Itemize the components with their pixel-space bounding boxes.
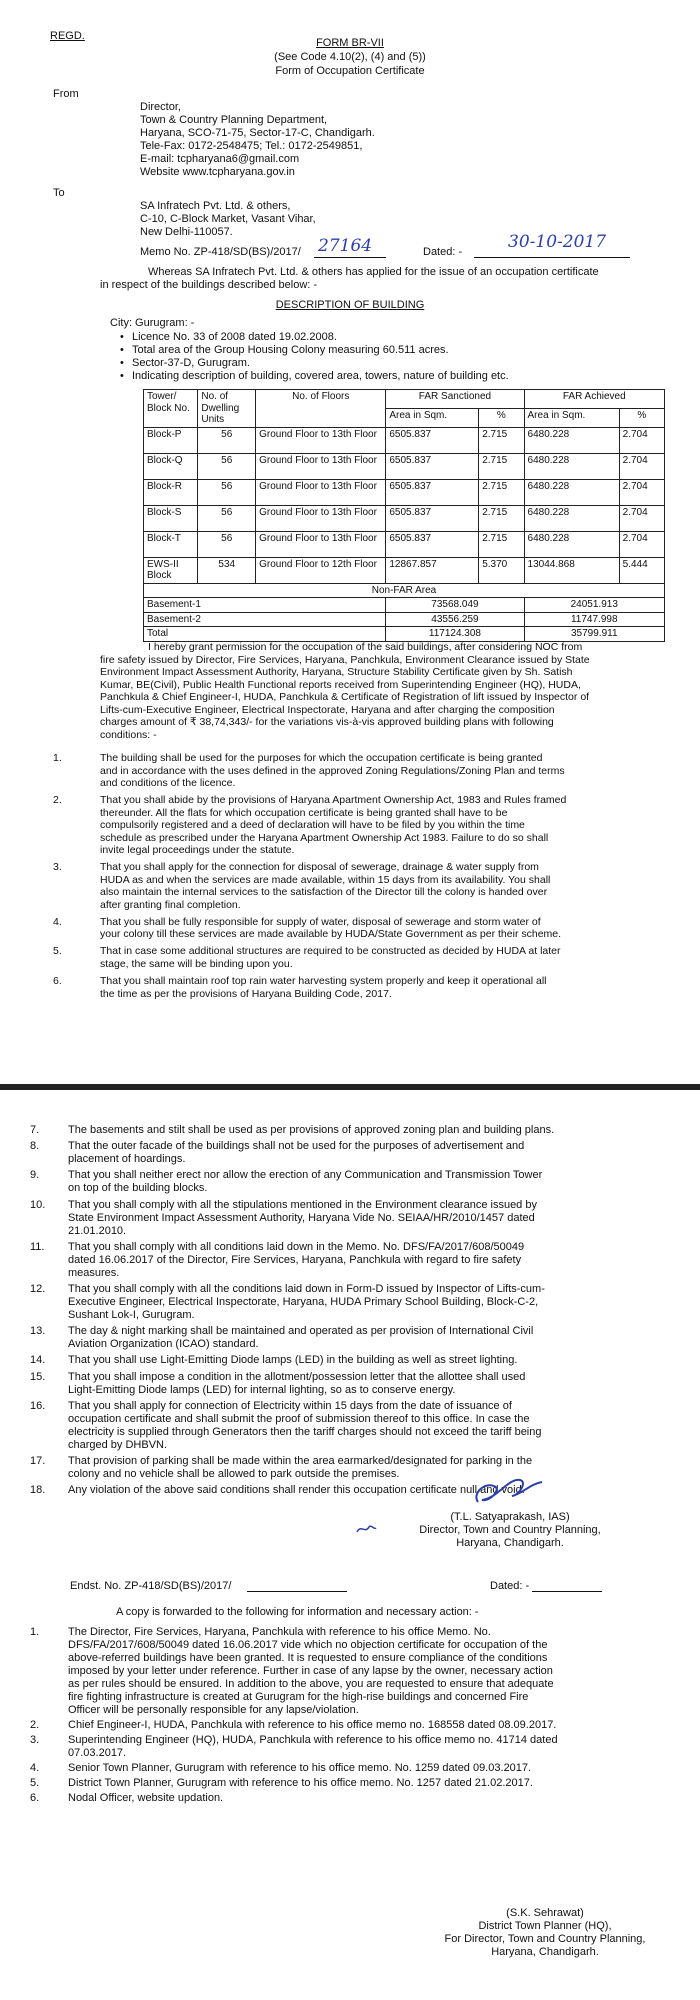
grant-line: fire safety issued by Director, Fire Services, Haryana, Panchkula, Environment Clearance issued by State — [100, 653, 590, 666]
copy-item-text — [68, 1734, 668, 1760]
cell-units: 56 — [198, 505, 256, 531]
signatory-block — [330, 1511, 690, 1550]
condition-item-line: also maintain the internal services to the satisfaction of the Director till the colony is handed over — [100, 886, 548, 899]
condition-item-line: That you shall maintain roof top rain water harvesting system properly and keep it operational all — [100, 975, 547, 987]
signatory-place: Haryana, Chandigarh. — [456, 1537, 564, 1549]
endst-prefix: Endst. No. ZP-418/SD(BS)/2017/ — [70, 1580, 232, 1592]
condition-item-text — [68, 1484, 668, 1497]
condition-item-line: HUDA as and when the services are made available, within 15 days from its availability. You shall — [100, 873, 551, 886]
cell-floors: Ground Floor to 13th Floor — [256, 531, 386, 557]
condition-item-number: 7. — [30, 1124, 40, 1136]
cell-area-achieved: 13044.868 — [524, 557, 619, 583]
condition-item-line: Light-Emitting Diode lamps (LED) for internal lighting, so as to conserve energy. — [68, 1383, 456, 1396]
cell-floors: Ground Floor to 12th Floor — [256, 557, 386, 583]
copy-item-line: Chief Engineer-I, HUDA, Panchkula with reference to his office memo no. 168558 dated 08.09.2017. — [68, 1719, 557, 1731]
condition-item-line: compulsorily registered and a deed of declaration will have to be filed by you within the time — [100, 819, 525, 832]
cell-area-achieved: 6480.228 — [524, 427, 619, 453]
cell-area-sanctioned: 6505.837 — [386, 427, 479, 453]
table-row — [144, 427, 665, 453]
copy-item-line: Superintending Engineer (HQ), HUDA, Panchkula with reference to his office memo no. 41714 dated — [68, 1734, 558, 1746]
cell-block: Block-S — [144, 505, 198, 531]
whereas-line-1: Whereas SA Infratech Pvt. Ltd. & others has applied for the issue of an occupation certificate — [148, 266, 599, 278]
cell-units: 534 — [198, 557, 256, 583]
condition-item-text — [68, 1124, 668, 1137]
header-units: No. of Dwelling Units — [198, 390, 256, 428]
condition-item-number: 18. — [30, 1484, 46, 1497]
cell-area-sanctioned: 6505.837 — [386, 531, 479, 557]
copy-item-text — [68, 1719, 668, 1732]
cell-block: Block-Q — [144, 453, 198, 479]
condition-item-text — [100, 916, 665, 941]
condition-item-line: and in accordance with the uses defined in the approved Zoning Regulations/Zoning Plan and terms — [100, 764, 565, 777]
signatory2-title: District Town Planner (HQ), — [478, 1920, 612, 1932]
from-line: Website www.tcpharyana.gov.in — [140, 166, 295, 178]
condition-item-text — [68, 1400, 668, 1452]
cell-pct-sanctioned: 2.715 — [479, 427, 524, 453]
table-row — [144, 531, 665, 557]
copy-item-number: 6. — [30, 1792, 40, 1804]
cell-floors: Ground Floor to 13th Floor — [256, 505, 386, 531]
condition-item-text — [68, 1199, 668, 1238]
condition-item-number: 11. — [30, 1240, 45, 1253]
grant-line: Kumar, BE(Civil), Public Health Functional reports received from Superintending Engineer (HQ), HUDA, — [100, 678, 581, 691]
cell-units: 56 — [198, 453, 256, 479]
copy-item-line: Officer will be personally responsible for any lapse/violation. — [68, 1704, 359, 1716]
cell-floors: Ground Floor to 13th Floor — [256, 427, 386, 453]
cell-non-far-achieved: 24051.913 — [524, 598, 664, 613]
cell-units: 56 — [198, 479, 256, 505]
condition-item-line: Sushant Lok-I, Gurugram. — [68, 1309, 195, 1321]
copy-item-line: District Town Planner, Gurugram with reference to his office memo. No. 1257 dated 21.02.2017. — [68, 1777, 533, 1789]
condition-item-line: colony and no vehicle shall be allowed to park outside the premises. — [68, 1468, 400, 1480]
grant-paragraph — [100, 641, 665, 741]
non-far-row — [144, 627, 665, 642]
condition-item-line: occupation certificate and shall submit the proof of submission thereof to this office. In case the — [68, 1412, 530, 1425]
condition-item-line: That you shall comply with all conditions laid down in the Memo. No. DFS/FA/2017/608/50049 — [68, 1240, 525, 1253]
non-far-row — [144, 598, 665, 613]
from-line: E-mail: tcpharyana6@gmail.com — [140, 153, 300, 165]
cell-non-far-label: Basement-1 — [144, 598, 386, 613]
cell-non-far-achieved: 35799.911 — [524, 627, 664, 642]
cell-area-achieved: 6480.228 — [524, 479, 619, 505]
condition-item-number: 8. — [30, 1140, 40, 1153]
cell-block: EWS-II Block — [144, 557, 198, 583]
to-line: New Delhi-110057. — [140, 226, 233, 238]
header-tower: Tower/ Block No. — [144, 390, 198, 428]
cell-non-far-sanctioned: 73568.049 — [386, 598, 524, 613]
condition-item-line: The building shall be used for the purposes for which the occupation certificate is being granted — [100, 752, 543, 764]
cell-area-achieved: 6480.228 — [524, 531, 619, 557]
far-table — [143, 389, 665, 642]
copy-item-text — [68, 1792, 668, 1805]
cell-non-far-label: Basement-2 — [144, 612, 386, 627]
description-heading: DESCRIPTION OF BUILDING — [275, 299, 425, 311]
cell-units: 56 — [198, 427, 256, 453]
memo-prefix: Memo No. ZP-418/SD(BS)/2017/ — [140, 246, 301, 258]
table-row — [144, 505, 665, 531]
condition-item-line: and conditions of the licence. — [100, 777, 236, 789]
cell-area-sanctioned: 6505.837 — [386, 453, 479, 479]
condition-item-number: 9. — [30, 1169, 40, 1182]
signatory-title: Director, Town and Country Planning, — [419, 1524, 601, 1536]
regd-label: REGD. — [50, 30, 85, 42]
condition-item-line: invite legal proceedings under the statute. — [100, 844, 295, 857]
cell-area-sanctioned: 6505.837 — [386, 479, 479, 505]
condition-item-line: dated 16.06.2017 of the Director, Fire Services, Haryana, Panchkula with regard to fire safety — [68, 1253, 522, 1266]
cell-pct-achieved: 2.704 — [619, 505, 664, 531]
cell-non-far-sanctioned: 117124.308 — [386, 627, 524, 642]
copy-item-line: DFS/FA/2017/608/50049 dated 16.06.2017 vide which no objection certificate for occupation of the — [68, 1639, 548, 1651]
non-far-heading-row — [144, 583, 665, 598]
from-line: Haryana, SCO-71-75, Sector-17-C, Chandigarh. — [140, 127, 375, 139]
memo-line — [140, 246, 301, 259]
condition-item-text — [68, 1325, 668, 1351]
condition-item-line: That you shall abide by the provisions of Haryana Apartment Ownership Act, 1983 and Rules framed — [100, 794, 567, 807]
whereas-line-2: in respect of the buildings described below: - — [100, 279, 318, 291]
condition-item-line: the time as per the provisions of Haryana Building Code, 2017. — [100, 987, 392, 1000]
cell-pct-achieved: 5.444 — [619, 557, 664, 583]
city-line: City: Gurugram: - — [110, 317, 195, 329]
cell-pct-sanctioned: 5.370 — [479, 557, 524, 583]
cell-pct-achieved: 2.704 — [619, 479, 664, 505]
table-row — [144, 453, 665, 479]
cell-pct-achieved: 2.704 — [619, 453, 664, 479]
form-subtitle: (See Code 4.10(2), (4) and (5)) — [274, 51, 426, 63]
certificate-page-2 — [0, 1090, 700, 2000]
condition-item-line: after granting final completion. — [100, 898, 241, 911]
condition-item-line: Aviation Organization (ICAO) standard. — [68, 1338, 259, 1351]
copy-item-line: Nodal Officer, website updation. — [68, 1792, 224, 1804]
form-title: FORM BR-VII — [316, 37, 384, 49]
condition-item-line: That the outer facade of the buildings shall not be used for the purposes of advertisement and — [68, 1140, 525, 1153]
condition-item-text — [100, 945, 665, 970]
copy-item-text — [68, 1777, 668, 1790]
copy-item-number: 1. — [30, 1626, 40, 1638]
copy-item-line: imposed by your letter under reference. Further in case of any lapse by the owner, necessary action — [68, 1665, 553, 1677]
condition-item-text — [68, 1140, 668, 1166]
condition-item-number: 13. — [30, 1325, 46, 1338]
copy-item-number: 4. — [30, 1762, 40, 1774]
condition-item-line: That you shall apply for the connection for disposal of sewerage, drainage & water supply from — [100, 861, 539, 874]
condition-item-line: placement of hoardings. — [68, 1153, 186, 1166]
from-line: Tele-Fax: 0172-2548475; Tel.: 0172-2549851, — [140, 140, 363, 152]
condition-item-line: That you shall neither erect nor allow the erection of any Communication and Transmission Tower — [68, 1169, 543, 1182]
condition-item-number: 6. — [53, 975, 62, 987]
to-address — [140, 200, 316, 239]
cell-units: 56 — [198, 531, 256, 557]
grant-line: charges amount of ₹ 38,74,343/- for the variations vis-à-vis approved building plans with following — [100, 716, 554, 728]
cell-non-far-sanctioned: 43556.259 — [386, 612, 524, 627]
condition-item-number: 15. — [30, 1370, 46, 1383]
grant-line: conditions: - — [100, 728, 157, 741]
cell-block: Block-R — [144, 479, 198, 505]
cell-non-far-label: Total — [144, 627, 386, 642]
condition-item-line: electricity is supplied through Generators then the tariff charges should not exceed the tariff being — [68, 1425, 542, 1438]
bullet-item: • Total area of the Group Housing Colony measuring 60.511 acres. — [118, 344, 509, 357]
condition-item-number: 4. — [53, 915, 62, 928]
condition-item-text — [68, 1371, 668, 1397]
header-floors: No. of Floors — [256, 390, 386, 428]
from-label: From — [53, 88, 79, 100]
cell-floors: Ground Floor to 13th Floor — [256, 479, 386, 505]
condition-item-text — [68, 1354, 668, 1367]
endst-dated-rule — [532, 1591, 602, 1592]
cell-pct-sanctioned: 2.715 — [479, 531, 524, 557]
condition-item-line: stage, the same will be binding upon you. — [100, 957, 293, 970]
to-line: SA Infratech Pvt. Ltd. & others, — [140, 200, 291, 212]
cell-area-sanctioned: 12867.857 — [386, 557, 479, 583]
condition-item-line: on top of the building blocks. — [68, 1182, 208, 1195]
condition-item-line: measures. — [68, 1266, 120, 1279]
cell-pct-sanctioned: 2.715 — [479, 505, 524, 531]
copy-item-line: as per rules should be ensured. In addition to the above, you are requested to ensure that adequate — [68, 1678, 554, 1690]
header-area-achieved: Area in Sqm. — [524, 408, 619, 427]
cell-area-achieved: 6480.228 — [524, 505, 619, 531]
condition-item-line: The basements and stilt shall be used as per provisions of approved zoning plan and building plans. — [68, 1124, 555, 1136]
signatory-name: (T.L. Satyaprakash, IAS) — [450, 1511, 570, 1523]
copy-item-line: Senior Town Planner, Gurugram with reference to his office memo. No. 1259 dated 09.03.2017. — [68, 1762, 532, 1774]
dated-label: Dated: - — [423, 246, 463, 258]
description-bullets — [118, 331, 509, 383]
cell-block: Block-T — [144, 531, 198, 557]
cell-floors: Ground Floor to 13th Floor — [256, 453, 386, 479]
table-header-row — [144, 390, 665, 409]
copy-item-text — [68, 1626, 668, 1717]
grant-line: Environment Impact Assessment Authority, Haryana, Structure Stability Certificate given by Sh. Satish — [100, 666, 573, 678]
condition-item-line: That provision of parking shall be made within the area earmarked/designated for parking in the — [68, 1455, 533, 1467]
copy-item-number: 2. — [30, 1719, 40, 1731]
dated-rule — [474, 257, 630, 258]
bullet-item: • Sector-37-D, Gurugram. — [118, 357, 509, 370]
dated-handwritten: 30-10-2017 — [508, 232, 607, 252]
condition-item-text — [100, 861, 665, 911]
non-far-heading: Non-FAR Area — [144, 583, 665, 598]
table-row — [144, 557, 665, 583]
condition-item-line: State Environment Impact Assessment Authority, Haryana Vide No. SEIAA/HR/2010/1457 dated — [68, 1211, 535, 1224]
condition-item-number: 16. — [30, 1399, 46, 1412]
bullet-item: • Indicating description of building, covered area, towers, nature of building etc. — [118, 370, 509, 383]
copy-item-line: above-referred buildings have been granted. It is requested to ensure compliance of the conditions — [68, 1652, 548, 1664]
form-name: Form of Occupation Certificate — [275, 65, 425, 77]
condition-item-number: 3. — [53, 861, 62, 874]
condition-item-number: 1. — [53, 752, 62, 764]
grant-line: Lifts-cum-Executive Engineer, Electrical Inspectorate, Haryana and after charging the composition — [100, 703, 555, 716]
from-address — [140, 101, 375, 179]
copy-item-line: 07.03.2017. — [68, 1747, 127, 1759]
condition-item-line: Any violation of the above said conditions shall render this occupation certificate null and void. — [68, 1484, 525, 1497]
signature-icon — [468, 1472, 548, 1514]
non-far-row — [144, 612, 665, 627]
copy-item-line: The Director, Fire Services, Haryana, Panchkula with reference to his office Memo. No. — [68, 1626, 491, 1638]
from-line: Town & Country Planning Department, — [140, 114, 328, 126]
cell-pct-achieved: 2.704 — [619, 531, 664, 557]
signatory2-name: (S.K. Sehrawat) — [506, 1907, 584, 1919]
condition-item-line: That you shall apply for connection of Electricity within 15 days from the date of issuance of — [68, 1399, 512, 1412]
grant-line: Panchkula & Chief Engineer-I, HUDA, Panchkula & Certificate of Registration of lift issued by Inspector of — [100, 691, 590, 703]
cell-non-far-achieved: 11747.998 — [524, 612, 664, 627]
header-far-sanctioned: FAR Sanctioned — [386, 390, 524, 409]
condition-item-line: That you shall comply with all the conditions laid down in Form-D issued by Inspector of Lifts-cum- — [68, 1283, 545, 1295]
condition-item-line: 21.01.2010. — [68, 1224, 127, 1237]
condition-item-number: 5. — [53, 945, 62, 958]
memo-number-handwritten: 27164 — [318, 236, 373, 256]
memo-number-rule — [314, 257, 386, 258]
cell-area-sanctioned: 6505.837 — [386, 505, 479, 531]
condition-item-number: 10. — [30, 1198, 46, 1211]
condition-item-line: That you shall comply with all the stipulations mentioned in the Environment clearance issued by — [68, 1198, 537, 1211]
endst-dated: Dated: - — [490, 1580, 530, 1592]
copy-item-number: 3. — [30, 1734, 40, 1746]
cell-pct-sanctioned: 2.715 — [479, 479, 524, 505]
condition-item-number: 14. — [30, 1354, 46, 1367]
condition-item-line: your colony till these services are made available by HUDA/State Government as per their scheme. — [100, 928, 562, 941]
condition-item-line: thereunder. All the flats for which occupation certificate is being granted shall have to be — [100, 806, 508, 819]
cell-area-achieved: 6480.228 — [524, 453, 619, 479]
to-line: C-10, C-Block Market, Vasant Vihar, — [140, 213, 316, 225]
condition-item-number: 12. — [30, 1283, 46, 1295]
copy-item-number: 5. — [30, 1777, 40, 1789]
initials-icon — [355, 1522, 377, 1536]
condition-item-text — [100, 752, 665, 790]
condition-item-line: schedule as prescribed under the Haryana Apartment Ownership Act 1983. Failure to do so shall — [100, 831, 549, 844]
table-row — [144, 479, 665, 505]
condition-item-text — [100, 794, 665, 857]
copy-item-text — [68, 1762, 668, 1775]
non-far-table-body — [144, 598, 665, 642]
to-label: To — [53, 187, 65, 199]
condition-item-line: That you shall be fully responsible for supply of water, disposal of sewerage and storm water of — [100, 915, 541, 928]
condition-item-line: That you shall impose a condition in the allotment/possession letter that the allottee shall used — [68, 1370, 526, 1383]
grant-line: I hereby grant permission for the occupation of the said buildings, after considering NOC from — [148, 641, 583, 653]
signatory2-for: For Director, Town and Country Planning, — [444, 1933, 646, 1945]
copy-item-line: fire fighting infrastructure is created at Gurugram for the high-rise buildings and concerned Fire — [68, 1691, 529, 1703]
endst-number-rule — [247, 1591, 347, 1592]
from-line: Director, — [140, 101, 181, 113]
second-signatory-block — [400, 1907, 690, 1959]
cell-pct-sanctioned: 2.715 — [479, 453, 524, 479]
condition-item-line: Executive Engineer, Electrical Inspectorate, Haryana, HUDA Primary School Building, Block-C-2, — [68, 1296, 539, 1308]
header-far-achieved: FAR Achieved — [524, 390, 664, 409]
condition-item-text — [68, 1169, 668, 1195]
cell-block: Block-P — [144, 427, 198, 453]
header-pct-achieved: % — [619, 408, 664, 427]
condition-item-line: That in case some additional structures are required to be constructed as decided by HUDA at later — [100, 945, 561, 958]
condition-item-line: The day & night marking shall be maintained and operated as per provision of International Civil — [68, 1325, 534, 1338]
condition-item-number: 2. — [53, 794, 62, 807]
bullet-item: • Licence No. 33 of 2008 dated 19.02.2008. — [118, 331, 509, 344]
condition-item-text — [68, 1455, 668, 1481]
condition-item-text — [100, 975, 665, 1000]
condition-item-number: 17. — [30, 1455, 46, 1467]
condition-item-line: charged by DHBVN. — [68, 1438, 168, 1451]
header-pct-sanctioned: % — [479, 408, 524, 427]
condition-item-line: That you shall use Light-Emitting Diode lamps (LED) in the building as well as street lighting. — [68, 1354, 518, 1367]
header-area-sanctioned: Area in Sqm. — [386, 408, 479, 427]
copy-line: A copy is forwarded to the following for information and necessary action: - — [116, 1606, 479, 1618]
far-table-body — [144, 427, 665, 583]
condition-item-text — [68, 1283, 668, 1322]
signatory2-place: Haryana, Chandigarh. — [491, 1946, 599, 1958]
cell-pct-achieved: 2.704 — [619, 427, 664, 453]
condition-item-text — [68, 1241, 668, 1280]
